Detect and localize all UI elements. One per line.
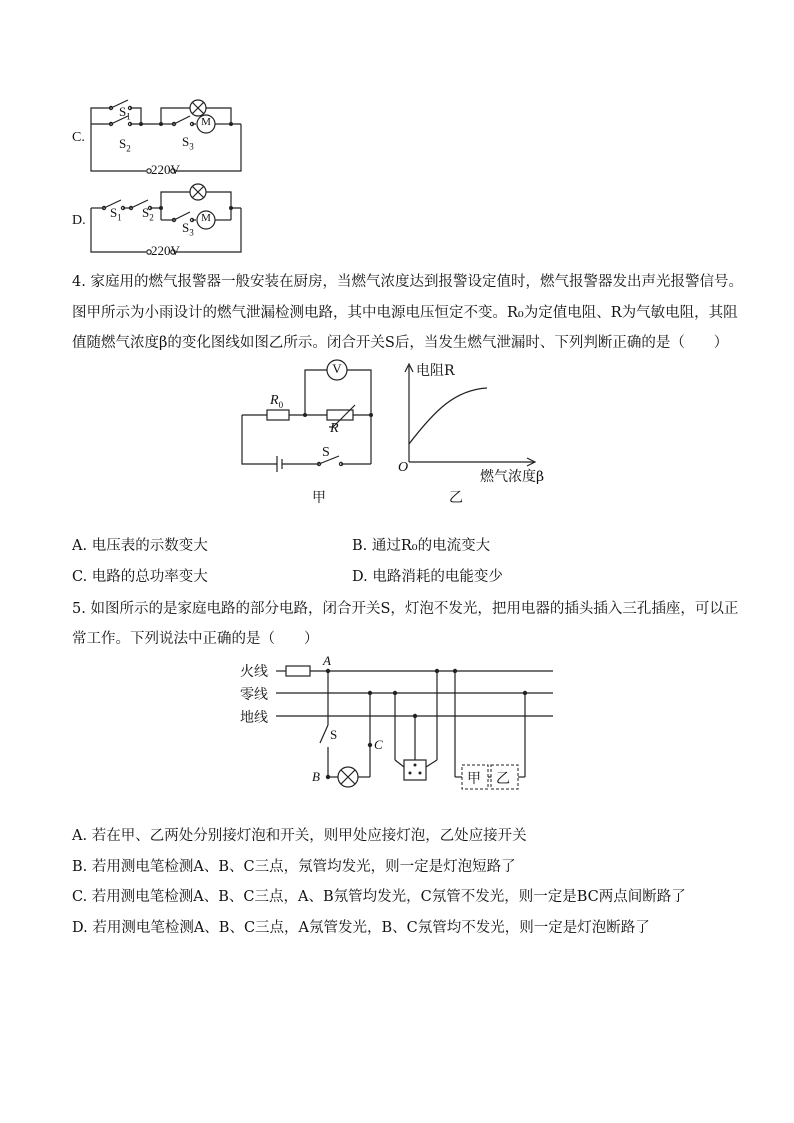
- option-d-s2-label: $S_2$: [142, 205, 154, 223]
- q5-live-wire-label: 火线: [240, 664, 268, 680]
- option-d-motor-label: M: [201, 212, 211, 224]
- option-d-label: D.: [72, 213, 86, 228]
- q4-yi-ylabel: 电阻R: [416, 363, 455, 379]
- option-d-s3-label: $S_3$: [182, 220, 194, 238]
- q4-figure-jia-caption: 甲: [312, 490, 326, 506]
- option-c-s1-label: $S_1$: [119, 104, 131, 122]
- q5-jia-label: 甲: [467, 771, 481, 787]
- q4-r0-label: $R_0$: [270, 393, 284, 410]
- q4-r-label: R: [330, 421, 339, 436]
- q5-text-line-1: 5. 如图所示的是家庭电路的部分电路，闭合开关S，灯泡不发光，把用电器的插头插入三孔插座，可以正: [72, 601, 739, 617]
- q5-option-d: D. 若用测电笔检测A、B、C三点，A氖管发光，B、C氖管均不发光，则一定是灯泡断路了: [72, 920, 650, 936]
- option-d-s1-label: $S_1$: [110, 205, 122, 223]
- option-d-voltage-label: 220V: [151, 243, 180, 258]
- option-c-s3-label: $S_3$: [182, 134, 194, 152]
- option-c-motor-label: M: [201, 116, 211, 128]
- q5-point-a-label: A: [323, 653, 331, 668]
- option-c-voltage-label: 220V: [151, 162, 180, 177]
- q5-neutral-wire-label: 零线: [240, 687, 268, 703]
- q4-figure-jia: [235, 355, 385, 475]
- q4-text-line-3: 值随燃气浓度β的变化图线如图乙所示。闭合开关S后，当发生燃气泄漏时、下列判断正确的是（ ）: [72, 335, 729, 351]
- q4-option-a: A. 电压表的示数变大: [72, 538, 208, 554]
- q5-point-c-label: C: [374, 737, 383, 752]
- option-c-label: C.: [72, 130, 85, 145]
- q4-yi-xlabel: 燃气浓度β: [480, 469, 545, 485]
- q4-option-c: C. 电路的总功率变大: [72, 569, 208, 585]
- q5-text-line-2: 常工作。下列说法中正确的是（ ）: [72, 631, 319, 647]
- q4-option-b: B. 通过R₀的电流变大: [352, 538, 491, 554]
- q4-voltmeter-label: V: [332, 361, 342, 376]
- q4-switch-label: S: [322, 445, 330, 460]
- q4-resistance-curve: [409, 388, 487, 444]
- option-c-s2-label: $S_2$: [119, 136, 131, 154]
- q5-point-b-label: B: [312, 769, 320, 784]
- q5-option-c: C. 若用测电笔检测A、B、C三点，A、B氖管均发光，C氖管不发光，则一定是BC两点间断路了: [72, 889, 686, 905]
- q4-yi-origin: O: [398, 460, 409, 475]
- q4-text-line-2: 图甲所示为小雨设计的燃气泄漏检测电路，其中电源电压恒定不变。R₀为定值电阻、R为气敏电阻，其阻: [72, 305, 738, 321]
- q4-figure-yi-caption: 乙: [449, 490, 463, 506]
- q5-switch-label: S: [330, 727, 338, 742]
- q5-option-a: A. 若在甲、乙两处分别接灯泡和开关，则甲处应接灯泡，乙处应接开关: [72, 828, 527, 844]
- q5-ground-wire-label: 地线: [240, 710, 268, 726]
- q4-text-line-1: 4. 家庭用的燃气报警器一般安装在厨房，当燃气浓度达到报警设定值时，燃气报警器发出声光报警信号。: [72, 274, 743, 290]
- q5-yi-label: 乙: [496, 771, 510, 787]
- q5-option-b: B. 若用测电笔检测A、B、C三点，氖管均发光，则一定是灯泡短路了: [72, 859, 516, 875]
- q4-option-d: D. 电路消耗的电能变少: [352, 569, 503, 585]
